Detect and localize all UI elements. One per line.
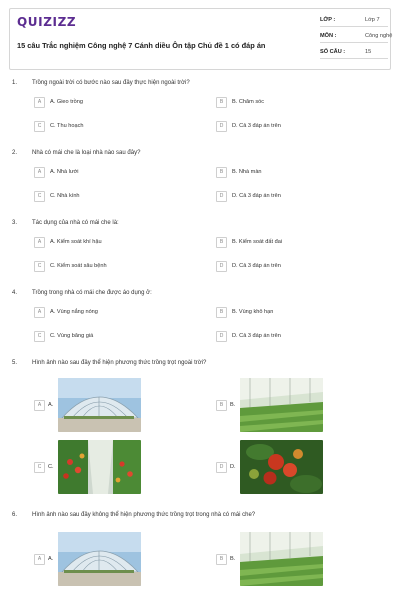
option-text: A. Gieo trồng [50, 99, 83, 105]
option-letter-box: B [216, 237, 227, 248]
option-text: B. [230, 556, 236, 562]
option-letter-box: B [216, 400, 227, 411]
option-letter-box: D [216, 261, 227, 272]
meta-subject-key: MÔN : [320, 33, 337, 39]
option-letter-box: D [216, 121, 227, 132]
option-letter-box: A [34, 97, 45, 108]
greenhouse-interior-image [240, 378, 323, 432]
option-letter-box: D [216, 191, 227, 202]
tomato-rows-image [58, 440, 141, 494]
option-letter-box: C [34, 331, 45, 342]
tomatoes-closeup-image [240, 440, 323, 494]
meta-grade-key: LỚP : [320, 17, 336, 23]
option-text: C. Kiểm soát sâu bệnh [50, 263, 107, 269]
option-b[interactable] [216, 532, 326, 588]
option-letter-box: D [216, 462, 227, 473]
option-letter-box: B [216, 554, 227, 565]
option-c[interactable] [34, 440, 144, 496]
option-text: A. Kiểm soát khí hậu [50, 239, 102, 245]
meta-grade-value: Lớp 7 [365, 17, 380, 23]
option-letter-box: D [216, 331, 227, 342]
option-text: C. Thu hoạch [50, 123, 84, 129]
option-letter-box: A [34, 400, 45, 411]
option-letter-box: C [34, 191, 45, 202]
option-letter-box: A [34, 167, 45, 178]
question-text: Hình ảnh nào sau đây không thể hiện phương thức trồng trọt trong nhà có mái che? [32, 512, 256, 518]
option-letter-box: A [34, 307, 45, 318]
quizizz-logo: QUIZIZZ [17, 15, 77, 29]
question-text: Hình ảnh nào sau đây thể hiện phương thức trồng trọt ngoài trời? [32, 360, 207, 366]
option-letter-box: B [216, 307, 227, 318]
greenhouse-tunnel-image [58, 532, 141, 586]
meta-count-key: SỐ CÂU : [320, 49, 346, 55]
greenhouse-interior-image [240, 532, 323, 586]
option-text: C. [48, 464, 54, 470]
meta-divider [320, 42, 388, 43]
option-letter-box: A [34, 554, 45, 565]
question-number: 2. [12, 150, 18, 156]
option-text: A. [48, 402, 54, 408]
option-text: D. Cả 3 đáp án trên [232, 123, 281, 129]
option-a[interactable] [34, 532, 144, 588]
question-text: Trồng trong nhà có mái che được áo dụng ở: [32, 290, 152, 296]
worksheet-title: 15 câu Trắc nghiệm Công nghệ 7 Cánh diều Ôn tập Chủ đề 1 có đáp án [17, 41, 266, 50]
greenhouse-tunnel-image [58, 378, 141, 432]
question-number: 4. [12, 290, 18, 296]
option-text: A. [48, 556, 54, 562]
option-letter-box: B [216, 167, 227, 178]
question-number: 3. [12, 220, 18, 226]
option-text: B. Vùng khô hạn [232, 309, 274, 315]
question-number: 5. [12, 360, 18, 366]
meta-divider [320, 58, 388, 59]
worksheet-header [9, 8, 391, 70]
option-text: A. Vùng nắng nóng [50, 309, 98, 315]
option-b[interactable] [216, 378, 326, 434]
option-letter-box: A [34, 237, 45, 248]
option-text: A. Nhà lưới [50, 169, 79, 175]
option-text: D. Cả 3 đáp án trên [232, 263, 281, 269]
question-number: 1. [12, 80, 18, 86]
option-letter-box: C [34, 261, 45, 272]
option-letter-box: C [34, 121, 45, 132]
option-d[interactable] [216, 440, 326, 496]
question-text: Nhà có mái che là loại nhà nào sau đây? [32, 150, 141, 156]
option-text: B. Nhà màn [232, 169, 262, 175]
option-letter-box: B [216, 97, 227, 108]
question-number: 6. [12, 512, 18, 518]
question-text: Trồng ngoài trời có bước nào sau đây thực hiện ngoài trời? [32, 80, 190, 86]
meta-count-value: 15 [365, 49, 372, 55]
option-text: B. Chăm sóc [232, 99, 265, 105]
option-a[interactable] [34, 378, 144, 434]
meta-divider [320, 26, 388, 27]
option-text: D. Cả 3 đáp án trên [232, 333, 281, 339]
option-text: C. Nhà kính [50, 193, 80, 199]
question-text: Tác dụng của nhà có mái che là: [32, 220, 119, 226]
meta-subject-value: Công nghệ [365, 33, 393, 39]
option-text: C. Vùng băng giá [50, 333, 94, 339]
option-text: B. Kiểm soát đất đai [232, 239, 283, 245]
option-text: D. [230, 464, 236, 470]
option-text: D. Cả 3 đáp án trên [232, 193, 281, 199]
option-letter-box: C [34, 462, 45, 473]
option-text: B. [230, 402, 236, 408]
